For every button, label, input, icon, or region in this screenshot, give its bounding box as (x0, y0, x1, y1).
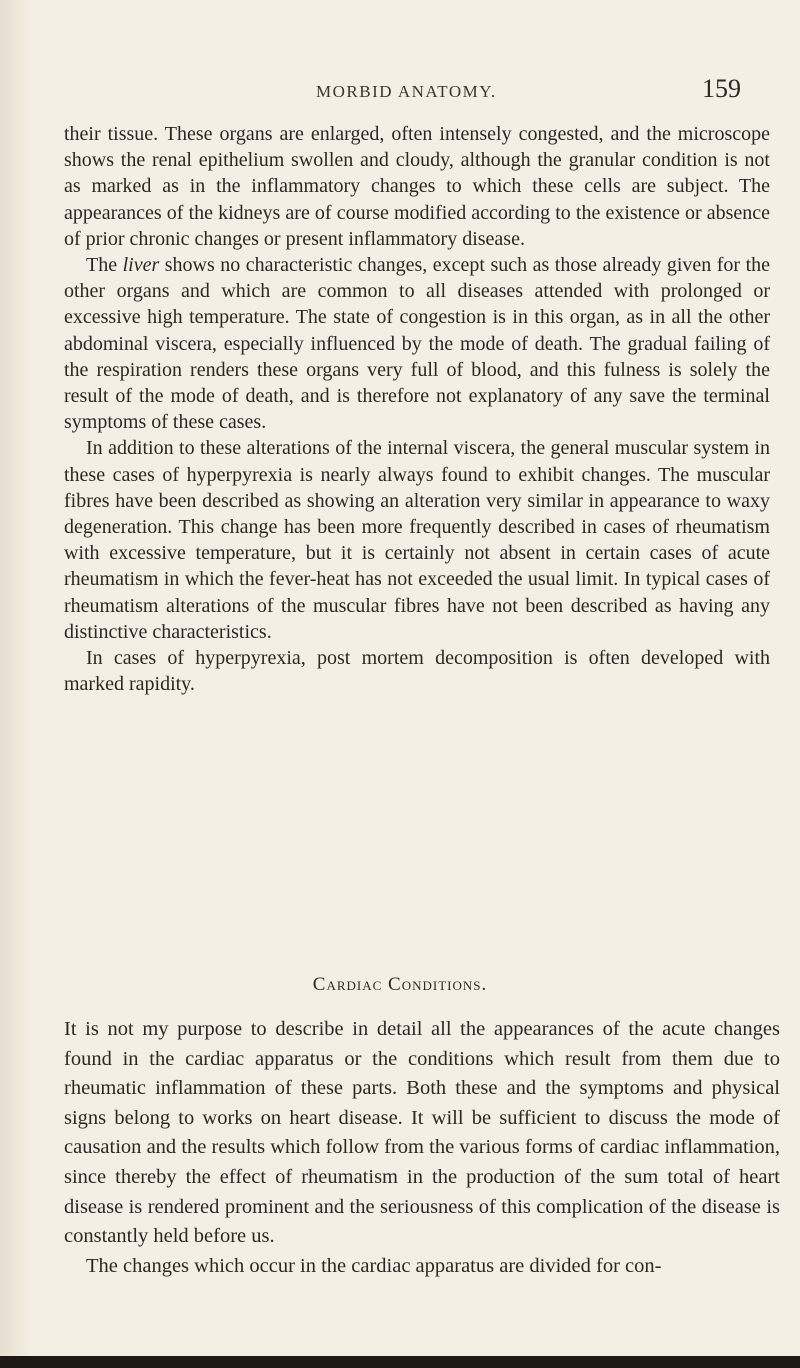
page-edge-shadow (0, 0, 32, 1368)
liver-lead-article: The (86, 254, 118, 277)
page-header (0, 72, 800, 112)
paragraph-cardiac-purpose: It is not my purpose to describe in detail all the appearances of the acute changes found in the cardiac apparatus or the conditions which result from them due to rheumatic inflammation of these parts. Both these and the symptoms and physical signs belong to works on heart disease. It will be sufficient to discuss the mode of causation and the results which follow from the various forms of cardiac inflammation, since thereby the effect of rheumatism in the production of the sum total of heart disease is rendered prominent and the seriousness of this complication of the disease is constantly held before us. (64, 1018, 780, 1248)
body-text-lower (64, 1015, 780, 1281)
paragraph-kidneys: their tissue. These organs are enlarged, often intensely congested, and the microscope shows the renal epithelium swollen and cloudy, although the granular condition is not as marked as in the inflammatory changes to which these cells are subject. The appearances of the kidneys are of course modified according to the existence or absence of prior chronic changes or present inflammatory disease. (64, 123, 770, 250)
section-heading: Cardiac Conditions. (312, 974, 488, 995)
paragraph-cardiac-changes: The changes which occur in the cardiac apparatus are divided for con- (86, 1254, 662, 1277)
paragraph-muscular: In addition to these alterations of the internal viscera, the general muscular system in these cases of hyperpyrexia is nearly always found to exhibit changes. The muscular fibres have been described as showing an alteration very similar in appearance to waxy degeneration. This change has been more frequently described in cases of rheumatism with excessive temperature, but it is certainly not absent in certain cases of acute rheumatism in which the fever-heat has not exceeded the usual limit. In typical cases of rheumatism alterations of the muscular fibres have not been described as having any distinctive characteristics. (64, 437, 770, 643)
paragraph-liver-text: shows no characteristic changes, except such as those already given for the other organs and which are common to all diseases attended with prolonged or excessive high temperature. The state of congestion is in this organ, as in all the other abdominal viscera, especially influenced by the mode of death. The gradual failing of the respiration renders these organs very full of blood, and this fulness is solely the result of the mode of death, and is therefore not explanatory of any save the terminal symptoms of these cases. (64, 254, 770, 434)
body-text-upper (64, 121, 770, 697)
paragraph-decomposition: In cases of hyperpyrexia, post mortem decomposition is often developed with marked rapidity. (64, 647, 770, 696)
paragraph-liver (64, 252, 770, 435)
bottom-edge-rule (0, 1356, 800, 1368)
running-head: MORBID ANATOMY. (316, 82, 497, 101)
liver-lead-word: liver (122, 254, 160, 277)
page-number: 159 (702, 74, 741, 103)
